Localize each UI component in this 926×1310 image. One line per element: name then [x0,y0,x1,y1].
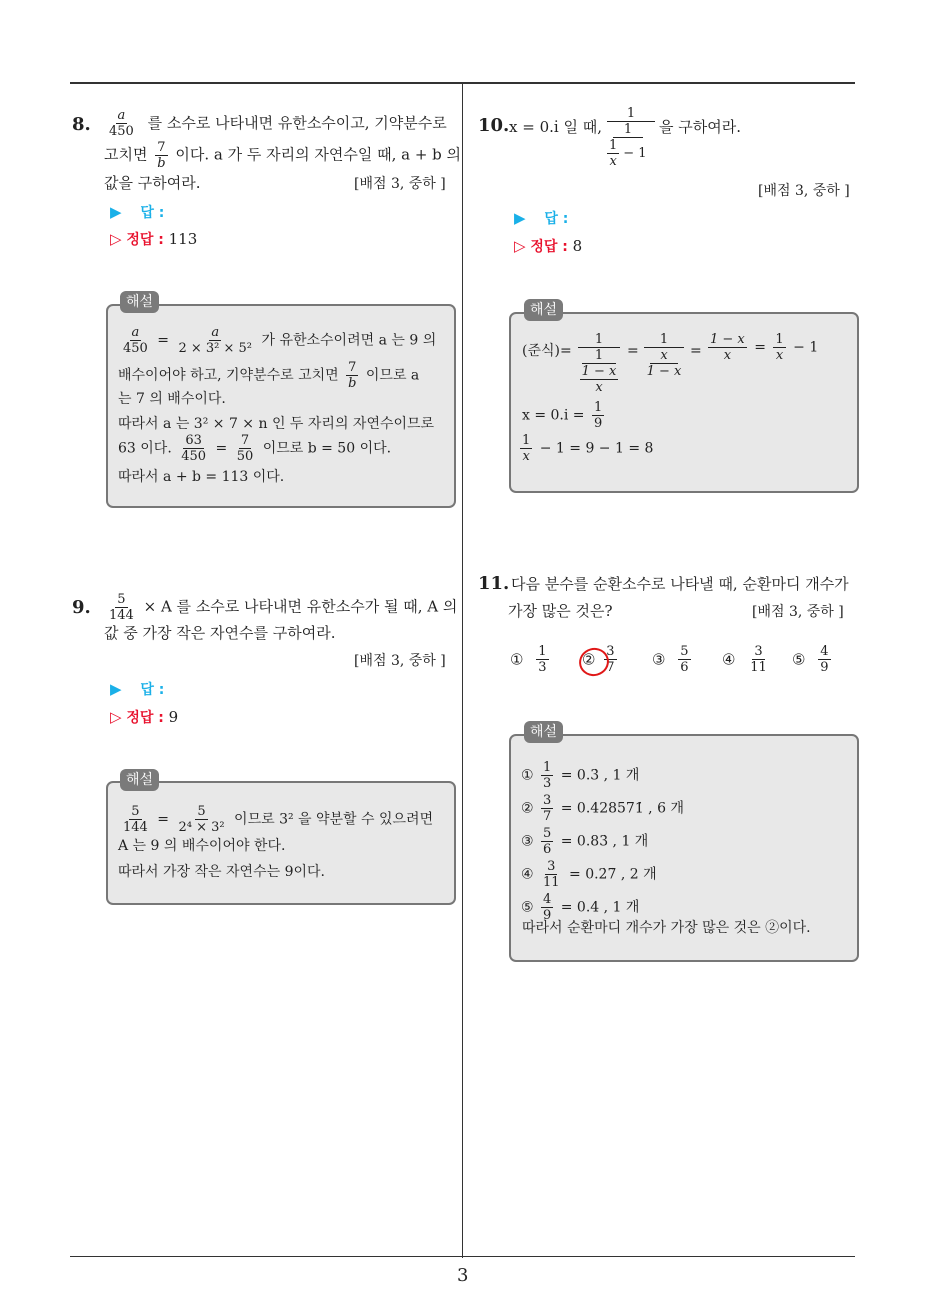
q10-exp-line2 [522,400,607,431]
row-fraction: $\frac{3}{7}$ [543,793,552,824]
choice-5[interactable] [792,644,834,675]
q10-correct-label: 정답 : [530,239,568,255]
q10-exp-f2-mid: x [650,348,678,364]
q8-exp-frac-7b: $\frac{7}{b}$ [348,360,357,391]
outline-triangle-icon: ▷ [110,708,122,726]
choice-fraction: $\frac{3}{11}$ [750,644,767,675]
q8-explanation-tab: 해설 [120,291,159,313]
q8-exp-line1 [118,325,436,356]
q9-text1: × A 를 소수로 나타내면 유한소수가 될 때, A 의 [143,597,458,616]
q9-exp-line2: A 는 9 의 배수이어야 한다. [118,838,286,854]
row-mark: ② [521,800,534,817]
q9-line2: 값 중 가장 작은 자연수를 구하여라. [104,624,336,642]
q10-exp-f1-mid: 1 [582,348,616,364]
row-fraction: $\frac{3}{11}$ [543,859,560,890]
q8-exp-text1: 가 유한소수이려면 a 는 9 의 [261,332,437,349]
q8-correct-value: 113 [168,230,198,248]
q10-score-meta: [배점 3, 중하 ] [758,183,850,199]
row-result: = 0.3̇ , 1 개 [560,767,640,784]
q8-line2 [104,140,461,171]
choice-1[interactable] [510,644,552,675]
q9-answer-row [110,679,164,699]
choice-mark: ③ [652,650,666,669]
q10-number: 10. [478,115,510,136]
q8-exp-frac-7-50: $\frac{7}{50}$ [236,433,254,464]
choice-mark: ② [582,650,596,669]
q8-text2a: 고치면 [104,145,148,164]
q10-exp-f4: $\frac{1}{x}$ [775,332,784,363]
q8-exp-text2b: 이므로 a [365,367,420,384]
q10-exp-f3: $\frac{1 - x}{x}$ [710,332,745,363]
bottom-rule [70,1256,855,1257]
row-mark: ③ [521,833,534,850]
equals-sign: = [754,339,766,356]
q10-minus-one: − 1 [623,146,647,161]
q8-exp-text2: 배수이어야 하고, 기약분수로 고치면 [118,367,339,384]
q9-correct-value: 9 [168,708,179,726]
q8-correct-label: 정답 : [126,232,164,248]
q10-answer-row [514,208,568,228]
q10-text-a: x = 0.i̇ 일 때, [509,118,602,136]
q11-exp-row [521,760,639,791]
q8-line3: 값을 구하여라. [104,174,201,192]
q9-answer-label: 답 : [140,682,165,698]
q8-answer-row [110,202,164,222]
play-icon: ▶ [514,209,526,227]
q11-exp-row [521,826,648,857]
q9-exp-line3: 따라서 가장 작은 자연수는 9이다. [118,864,325,880]
row-mark: ① [521,767,534,784]
q10-exp-f1-inner: $\frac{1 - x}{x}$ [581,364,617,395]
q8-text1: 를 소수로 나타내면 유한소수이고, 기약분수로 [147,113,447,132]
choice-fraction: $\frac{1}{3}$ [538,644,547,675]
q10-frac-top: 1 [607,106,655,122]
outline-triangle-icon: ▷ [514,237,526,255]
q11-line2: 가장 많은 것은? [508,602,613,620]
equals-sign: = [157,811,170,828]
q10-exp-frac-1-x: $\frac{1}{x}$ [522,433,531,464]
center-divider [462,83,463,1258]
q8-fraction-a-450: $\frac{a}{450}$ [109,108,134,139]
q8-exp-text5b: 이므로 b = 50 이다. [262,440,392,457]
choice-fraction: $\frac{3}{7}$ [606,644,615,675]
q9-exp-text1: 이므로 3² 을 약분할 수 있으려면 [234,811,434,828]
q11-choices [510,644,850,684]
q10-correct-value: 8 [572,237,583,255]
q11-line1: 다음 분수를 순환소수로 나타낼 때, 순환마디 개수가 [511,575,849,593]
q11-exp-conclusion: 따라서 순환마디 개수가 가장 많은 것은 ②이다. [522,920,811,936]
q10-exp-text2: x = 0.i̇ = [522,407,585,424]
q10-answer-label: 답 : [544,211,569,227]
row-fraction: $\frac{1}{3}$ [543,760,552,791]
choice-4[interactable] [722,644,772,675]
q10-frac-bottom [607,138,655,169]
outline-triangle-icon: ▷ [110,230,122,248]
q9-fraction-5-144: $\frac{5}{144}$ [109,592,134,623]
q8-correct-row [110,229,197,249]
q10-frac-inner: $\frac{1}{x}$ [609,138,618,169]
q10-correct-row [514,236,582,256]
q9-exp-line1 [118,804,433,835]
q8-line1 [104,108,447,139]
q10-exp-line3 [520,433,653,464]
row-mark: ⑤ [521,899,534,916]
q9-correct-row [110,707,178,727]
q8-text2b: 이다. a 가 두 자리의 자연수일 때, a + b 의 [175,145,462,164]
row-result: = 0.4̇28571̇ , 6 개 [560,800,684,817]
q9-explanation-tab: 해설 [120,769,159,791]
q10-exp-frac-1-9: $\frac{1}{9}$ [594,400,603,431]
q8-exp-line5 [118,433,391,464]
choice-mark: ⑤ [792,650,806,669]
q10-exp-f3-wrap [705,332,818,363]
q10-exp-f2 [644,332,684,379]
choice-3[interactable] [652,644,694,675]
row-result: = 0.2̇7̇ , 2 개 [569,866,657,883]
q8-score-meta: [배점 3, 중하 ] [354,176,446,192]
equals-sign: = [215,440,228,457]
q10-explanation-tab: 해설 [524,299,563,321]
q10-exp-equals-2: = [690,343,702,359]
choice-fraction: $\frac{4}{9}$ [820,644,829,675]
q10-exp-text3: − 1 = 9 − 1 = 8 [539,440,654,457]
page-number: 3 [457,1265,469,1286]
q8-answer-label: 답 : [140,205,165,221]
q9-score-meta: [배점 3, 중하 ] [354,653,446,669]
q11-score-meta: [배점 3, 중하 ] [752,604,844,620]
choice-mark: ① [510,650,524,669]
choice-mark: ④ [722,650,736,669]
q10-complex-fraction [607,106,655,169]
choice-fraction: $\frac{5}{6}$ [680,644,689,675]
q10-exp-f1-top: 1 [578,332,620,348]
q8-exp-frac-a: $\frac{a}{450}$ [123,325,148,356]
q9-correct-label: 정답 : [126,710,164,726]
row-result: = 0.83̇ , 1 개 [560,833,649,850]
row-mark: ④ [521,866,534,883]
q10-text-b: 을 구하여라. [659,118,741,136]
q8-exp-line3: 는 7 의 배수이다. [118,391,226,407]
q8-exp-frac-63: $\frac{63}{450}$ [181,433,207,464]
q8-number: 8. [72,114,91,135]
q10-exp-prefix: (준식)= [522,343,572,359]
q10-exp-f2-top: 1 [644,332,684,348]
equals-sign: = [157,332,170,349]
q8-exp-line6: 따라서 a + b = 113 이다. [118,469,285,485]
q11-exp-row [521,793,684,824]
q10-exp-equals-1: = [627,343,639,359]
q11-explanation-tab: 해설 [524,721,563,743]
q10-frac-mid: 1 [613,122,643,138]
q9-exp-frac-5-144: $\frac{5}{144}$ [123,804,148,835]
q9-number: 9. [72,597,91,618]
q10-exp-tail: − 1 [793,339,819,356]
q11-number: 11. [478,573,510,594]
row-fraction: $\frac{5}{6}$ [543,826,552,857]
q8-exp-text5a: 63 이다. [118,440,172,457]
row-result: = 0.4̇ , 1 개 [560,899,640,916]
q9-line1 [104,592,457,623]
q8-exp-line2 [118,360,419,391]
play-icon: ▶ [110,203,122,221]
row-fraction: $\frac{4}{9}$ [543,892,552,923]
play-icon: ▶ [110,680,122,698]
q10-exp-complex-fraction [578,332,620,395]
q11-exp-row [521,859,657,890]
q8-exp-line4: 따라서 a 는 3² × 7 × n 인 두 자리의 자연수이므로 [118,416,435,432]
q10-exp-f2-bot: 1 − x [646,364,682,379]
q9-exp-frac-5-2433: $\frac{5}{\text{2⁴ × 3²}}$ [178,804,225,835]
q8-exp-frac-b: $\frac{a}{\text{2 × 3² × 5²}}$ [178,325,253,356]
q8-fraction-7-b: $\frac{7}{b}$ [157,140,166,171]
